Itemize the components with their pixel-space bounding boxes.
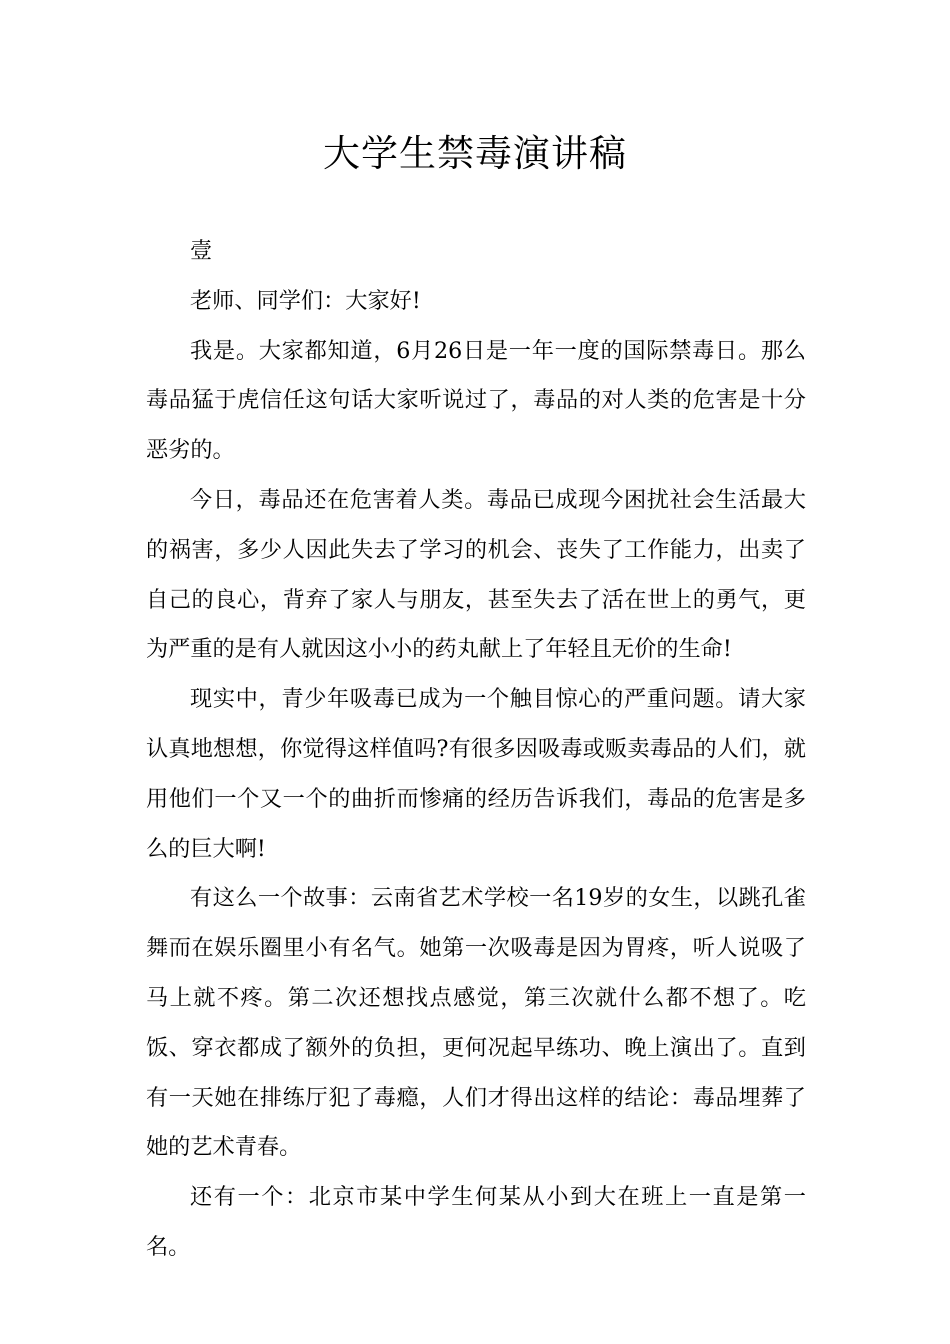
- paragraph-greeting: 老师、同学们：大家好!: [190, 287, 421, 314]
- paragraph-another-story: 还有一个：北京市某中学生何某从小到大在班上一直是第一名。: [146, 1184, 806, 1260]
- paragraph-story: 有这么一个故事：云南省艺术学校一名19岁的女生，以跳孔雀舞而在娱乐圈里小有名气。她第一次吸毒是因为胃疼，听人说吸了马上就不疼。第二次还想找点感觉，第三次就什么都不想了。吃饭、穿衣都成了额外的负担，更何况起早练功、晚上演出了。直到有一天她在排练厅犯了毒瘾，人们才得出这样的结论：毒品埋葬了她的艺术青春。: [146, 885, 806, 1161]
- paragraph-youth: 现实中，青少年吸毒已成为一个触目惊心的严重问题。请大家认真地想想，你觉得这样值吗?有很多因吸毒或贩卖毒品的人们，就用他们一个又一个的曲折而惨痛的经历告诉我们，毒品的危害是多么的巨大啊!: [146, 686, 806, 862]
- paragraph-intro: 我是。大家都知道，6月26日是一年一度的国际禁毒日。那么毒品猛于虎信任这句话大家听说过了，毒品的对人类的危害是十分恶劣的。: [146, 337, 806, 464]
- document-title: 大学生禁毒演讲稿: [323, 132, 627, 175]
- document-body: [146, 227, 806, 1273]
- paragraph-heading-number: 壹: [190, 238, 213, 264]
- paragraph-harm: 今日，毒品还在危害着人类。毒品已成现今困扰社会生活最大的祸害，多少人因此失去了学习的机会、丧失了工作能力，出卖了自己的良心，背弃了家人与朋友，甚至失去了活在世上的勇气，更为严重的是有人就因这小小的药丸献上了年轻且无价的生命!: [146, 486, 806, 663]
